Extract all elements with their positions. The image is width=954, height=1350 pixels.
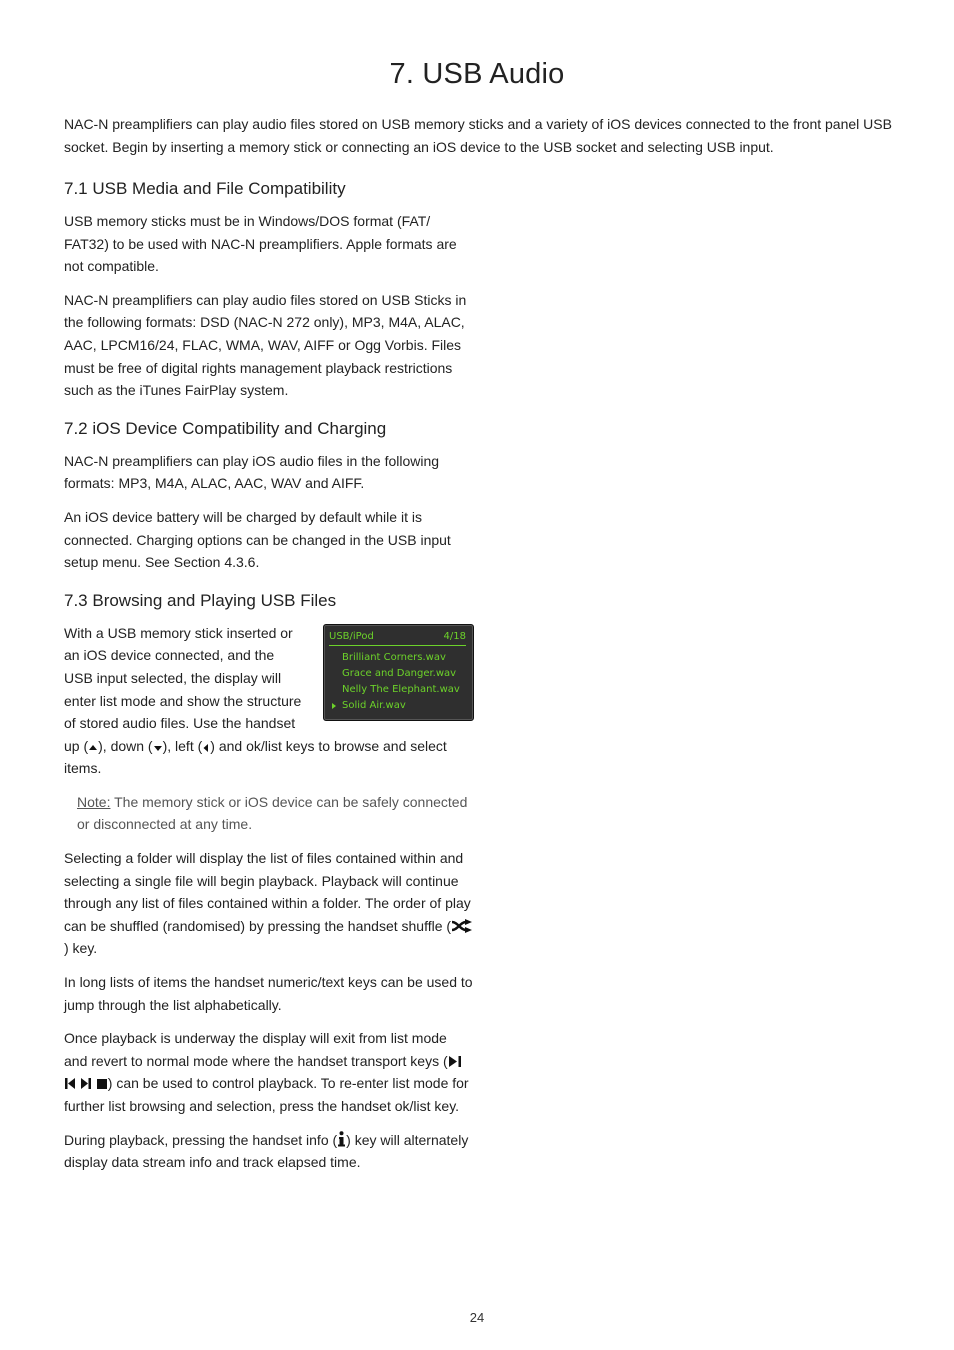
paragraph: USB memory sticks must be in Windows/DOS format (FAT/ FAT32) to be used with NAC-N preamplifiers. Apple formats are not compatible. xyxy=(64,213,457,275)
paragraph: Selecting a folder will display the list of files contained within and selecting a single file will begin playback. Playback will continue through any list of files contained within a folder. The order of play can be shuffled (randomised) by pressing the handset shuffle () key. xyxy=(64,847,474,960)
paragraph: An iOS device battery will be charged by default while it is connected. Charging options can be changed in the USB input setup menu. See Section 4.3.6. xyxy=(64,508,451,571)
section-heading: 7.2 iOS Device Compatibility and Charging xyxy=(64,418,387,438)
section-7-2 xyxy=(64,418,474,574)
section-heading: 7.1 USB Media and File Compatibility xyxy=(64,179,346,198)
section-7-1 xyxy=(64,178,474,402)
previous-track-icon xyxy=(64,1077,76,1090)
display-file-list xyxy=(332,650,469,714)
page-title: 7. USB Audio xyxy=(389,58,565,90)
note: Note: The memory stick or iOS device can be safely connected or disconnected at any time. xyxy=(77,793,468,833)
info-icon xyxy=(337,1131,346,1147)
paragraph: During playback, pressing the handset info ( ) key will alternately display data stream info and track elapsed time. xyxy=(64,1131,469,1171)
display-screen-illustration xyxy=(323,624,474,721)
display-source: USB/iPod xyxy=(329,630,374,642)
paragraph: NAC-N preamplifiers can play audio files stored on USB Sticks in the following formats: DSD (NAC-N 272 only), MP3, M4A, ALAC, AAC, LPCM16/24, FLAC, WMA, WAV, AIFF or Ogg Vorbis. Files must be free of digital rights management playback restrictions such as the iTunes FairPlay system. xyxy=(64,291,467,399)
page-number: 24 xyxy=(469,1310,485,1325)
paragraph: NAC-N preamplifiers can play iOS audio files in the following formats: MP3, M4A, ALAC, AAC, WAV and AIFF. xyxy=(64,452,440,492)
shuffle-icon xyxy=(451,919,473,933)
main-column xyxy=(64,178,474,1190)
stop-icon xyxy=(96,1077,108,1090)
paragraph: In long lists of items the handset numeric/text keys can be used to jump through the list alphabetically. xyxy=(64,974,473,1013)
cursor-arrow-icon xyxy=(332,703,336,709)
next-track-icon xyxy=(80,1077,92,1090)
display-header xyxy=(329,630,466,646)
up-arrow-icon xyxy=(88,743,98,753)
list-item-selected: Solid Air.wav xyxy=(332,698,469,714)
list-item: Brilliant Corners.wav xyxy=(342,651,446,663)
section-7-3 xyxy=(64,590,474,1174)
note-label: Note: xyxy=(77,793,111,810)
down-arrow-icon xyxy=(153,743,163,753)
display-position: 4/18 xyxy=(443,630,466,642)
list-item: Nelly The Elephant.wav xyxy=(342,683,460,695)
list-mode-block xyxy=(64,622,474,780)
intro-paragraph: NAC-N preamplifiers can play audio files stored on USB memory sticks and a variety of iOS devices connected to the front panel USB socket. Begin by inserting a memory stick or connecting an iOS device to the USB socket and selecting USB input. xyxy=(64,116,892,155)
list-item: Grace and Danger.wav xyxy=(342,667,457,679)
section-heading: 7.3 Browsing and Playing USB Files xyxy=(64,590,337,610)
paragraph: Once playback is underway the display will exit from list mode and revert to normal mode where the handset transport keys ( ) can be used to control playback. To re-enter list mode for further list browsing and selection, press the handset ok/list key. xyxy=(64,1030,469,1114)
play-pause-icon xyxy=(448,1055,464,1068)
paragraph: With a USB memory stick inserted or an iOS device connected, and the USB input selected, the display will enter list mode and show the structure of stored audio files. Use the handset up ( ), down ( ), left ( ) and ok/list keys to browse and select items. xyxy=(64,624,447,777)
